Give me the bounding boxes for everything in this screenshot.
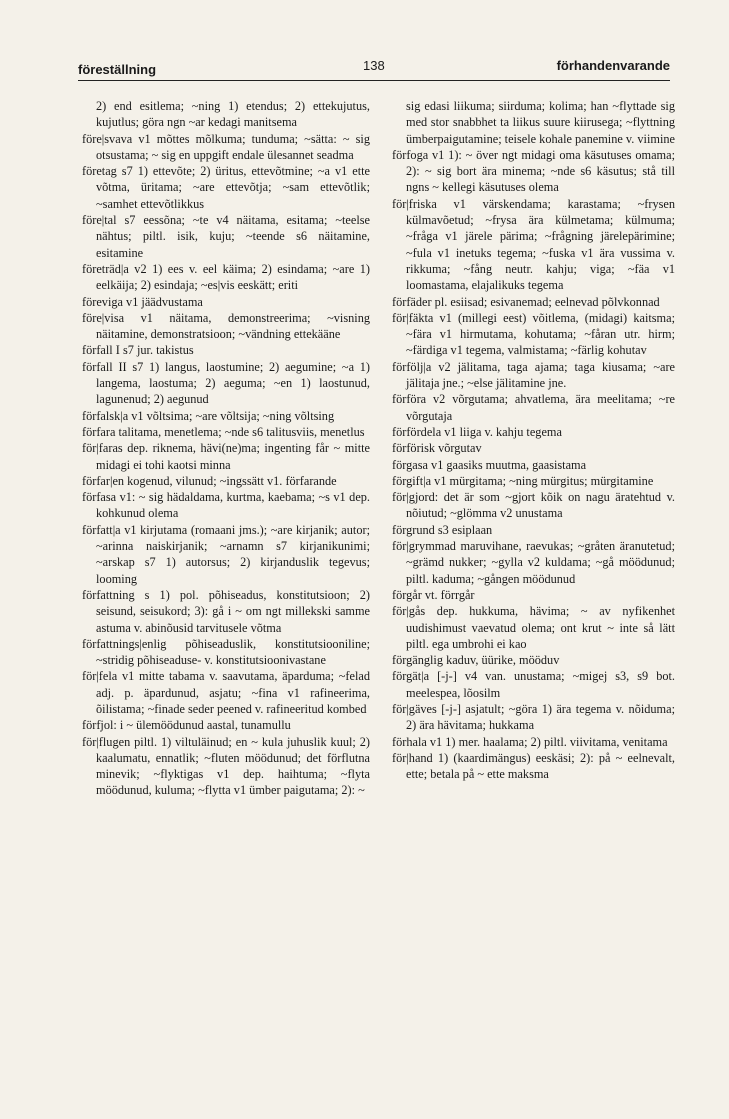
dictionary-entry: för|faras dep. riknema, hävi(ne)ma; ingenting får ~ mitte midagi ei tohi kaotsi minna <box>82 441 370 472</box>
dictionary-entry: förеviga v1 jäädvustama <box>82 294 203 309</box>
dictionary-entry: förfördela v1 liiga v. kahju tegema <box>392 424 562 439</box>
dictionary-entry: före|svava v1 mõttes mõlkuma; tunduma; ~sätta: ~ sig otsustama; ~ sig en uppgift endale ülesannet seadma <box>82 131 370 162</box>
dictionary-entry: förfölj|a v2 jälitama, taga ajama; taga kiusama; ~are jälitaja jne.; ~else jälitamine jne. <box>392 359 675 391</box>
dictionary-entry: 2) end esitlema; ~ning 1) etendus; 2) ettekujutus, kujutlus; göra ngn ~ar kedagi manitsema <box>96 99 370 130</box>
dictionary-entry: för|friska v1 värskendama; karastama; ~frysen külmavõetud; ~frysa ära külmetama; külmuma; ~fråga v1 järele pärima; ~frågning järelepärimine; ~fula v1 inetuks tegema; ~fuska v1 ära vussima v. rikkuma; ~fång neutr. kahju; viga; ~fäa v1 loomastama, elajalikuks tegema <box>392 196 675 293</box>
dictionary-entry: förgät|a [-j-] v4 van. unustama; ~migej s3, s9 bot. meelespea, lõosilm <box>392 669 675 700</box>
dictionary-entry: förfall I s7 jur. takistus <box>82 343 194 358</box>
dictionary-entry: förföra v2 võrgutama; ahvatlema, ära meelitama; ~re võrgutaja <box>392 392 675 423</box>
dictionary-entry: förgift|a v1 mürgitama; ~ning mürgitus; mürgitamine <box>392 473 654 488</box>
dictionary-entry: förhala v1 1) mer. haalama; 2) piltl. viivitama, venitama <box>392 734 668 749</box>
dictionary-entry: förfara talitama, menetlema; ~nde s6 talitusviis, menetlus <box>82 424 365 439</box>
dictionary-entry: författ|a v1 kirjutama (romaani jms.); ~are kirjanik; autor; ~arinna naiskirjanik; ~arnamn s7 kirjanikunimi; ~arskap s7 1) autorsus; 2) kirjanduslik tegevus; looming <box>82 522 370 586</box>
left-column <box>82 98 370 799</box>
dictionary-entry: för|gäves [-j-] asjatult; ~göra 1) ära tegema v. nõiduma; 2) ära hävitama; hukkama <box>392 701 675 733</box>
dictionary-entry: författnings|enlig põhiseaduslik, konstitutsiooniline; ~stridig põhiseaduse- v. konstitutsioonivastane <box>82 636 370 668</box>
dictionary-entry: för|gjord: det är som ~gjort kõik on nagu äratehtud v. nõiutud; ~glömma v2 unustama <box>392 490 675 521</box>
dictionary-entry: för|grymmad maruvihane, raevukas; ~gråten äranutetud; ~grämd nukker; ~gylla v2 kuldama; ~gå möödunud; piltl. kaduma; ~gången möödunud <box>392 539 675 586</box>
dictionary-entry: förfjol: i ~ ülemöödunud aastal, tunamullu <box>82 718 291 733</box>
page-header <box>78 58 670 82</box>
dictionary-entry: för|fela v1 mitte tabama v. saavutama, äparduma; ~felad adj. p. äpardunud, asjatu; ~fina v1 rafineerima, õilistama; ~finade seder peened v. rafineeritud kombed <box>82 669 370 716</box>
dictionary-entry: för|flugen piltl. 1) viltuläinud; en ~ kula juhuslik kuul; 2) kaalumatu, ennatlik; ~fluten möödunud; det förflutna minevik; ~flyktigas v1 dep. haihtuma; ~flyta möödunud, kuluma; ~flytta v1 ümber paigutama; 2): ~ <box>82 734 370 798</box>
dictionary-entry: före|visa v1 näitama, demonstreerima; ~visning näitamine, demonstratsioon; ~vändning ettekääne <box>82 310 370 342</box>
dictionary-entry: företräd|a v2 1) ees v. eel käima; 2) esindama; ~are 1) eelkäija; 2) esindaja; ~es|vis eeskätt; eriti <box>82 261 370 293</box>
dictionary-entry: före|tal s7 eessõna; ~te v4 näitama, esitama; ~teelse nähtus; piltl. isik, kuju; ~teende s6 näitamine, esitamine <box>82 213 370 260</box>
dictionary-entry: för|hand 1) (kaardimängus) eeskäsi; 2): på ~ eelnevalt, ette; betala på ~ ette maksma <box>392 750 675 782</box>
header-first-word: föreställning <box>78 62 157 77</box>
dictionary-entry: sig edasi liikuma; siirduma; kolima; han ~flyttade sig med stor snabbhet ta liikus suure kiirusega; ~flyttning ümberpaigutamine; teisele kohale panemine v. viimine <box>406 99 675 146</box>
right-column <box>392 98 675 782</box>
dictionary-entry: författning s 1) pol. põhiseadus, konstitutsioon; 2) seisund, seisukord; 3): gå i ~ om ngt millekski samme astuma v. abinõusid tarvitusele võtma <box>82 587 370 635</box>
dictionary-entry: förfalsk|a v1 võltsima; ~are võltsija; ~ning võltsing <box>82 408 335 423</box>
page-number: 138 <box>363 58 385 73</box>
dictionary-entry: förförisk võrgutav <box>392 441 482 456</box>
header-last-word: förhandenvarande <box>556 58 670 73</box>
dictionary-entry: företag s7 1) ettevõte; 2) üritus, ettevõtmine; ~a v1 ette võtma, üritama; ~are ettevõtja; ~sam ettevõtlik; ~samhet ettevõtlikkus <box>82 164 370 211</box>
dictionary-entry: förfäder pl. esiisad; esivanemad; eelnevad põlvkonnad <box>392 294 660 309</box>
dictionary-entry: förgänglig kaduv, üürike, mööduv <box>392 653 560 668</box>
dictionary-entry: förfoga v1 1): ~ över ngt midagi oma käsutuses omama; 2): ~ sig bort ära minema; ~nde s6 käsutus; stå till ngns ~ kellegi käsutuses olema <box>392 147 675 195</box>
dictionary-entry: för|gås dep. hukkuma, hävima; ~ av nyfikenhet uudishimust vaevatud olema; ont krut ~ inte så lätt piltl. ega umbrohi ei kao <box>392 604 675 651</box>
dictionary-entry: förgår vt. förrgår <box>392 587 475 602</box>
dictionary-entry: för|fäkta v1 (millegi eest) võitlema, (midagi) kaitsma; ~fära v1 hirmutama, kohutama; ~fåran utr. hirm; ~färdiga v1 tegema, valmistama; ~färlig kohutav <box>392 310 675 358</box>
dictionary-entry: förfall II s7 1) langus, laostumine; 2) aegumine; ~a 1) langema, laostuma; 2) aeguma; ~en 1) laostunud, lagunenud; 2) aegunud <box>82 359 370 407</box>
header-rule <box>78 80 670 81</box>
dictionary-entry: förfasa v1: ~ sig hädaldama, kurtma, kaebama; ~s v1 dep. kohkunud olema <box>82 490 370 521</box>
dictionary-entry: förgrund s3 esiplaan <box>392 522 493 537</box>
dictionary-entry: förgasa v1 gaasiks muutma, gaasistama <box>392 457 587 472</box>
dictionary-entry: förfar|en kogenud, vilunud; ~ingssätt v1. förfarande <box>82 473 337 488</box>
